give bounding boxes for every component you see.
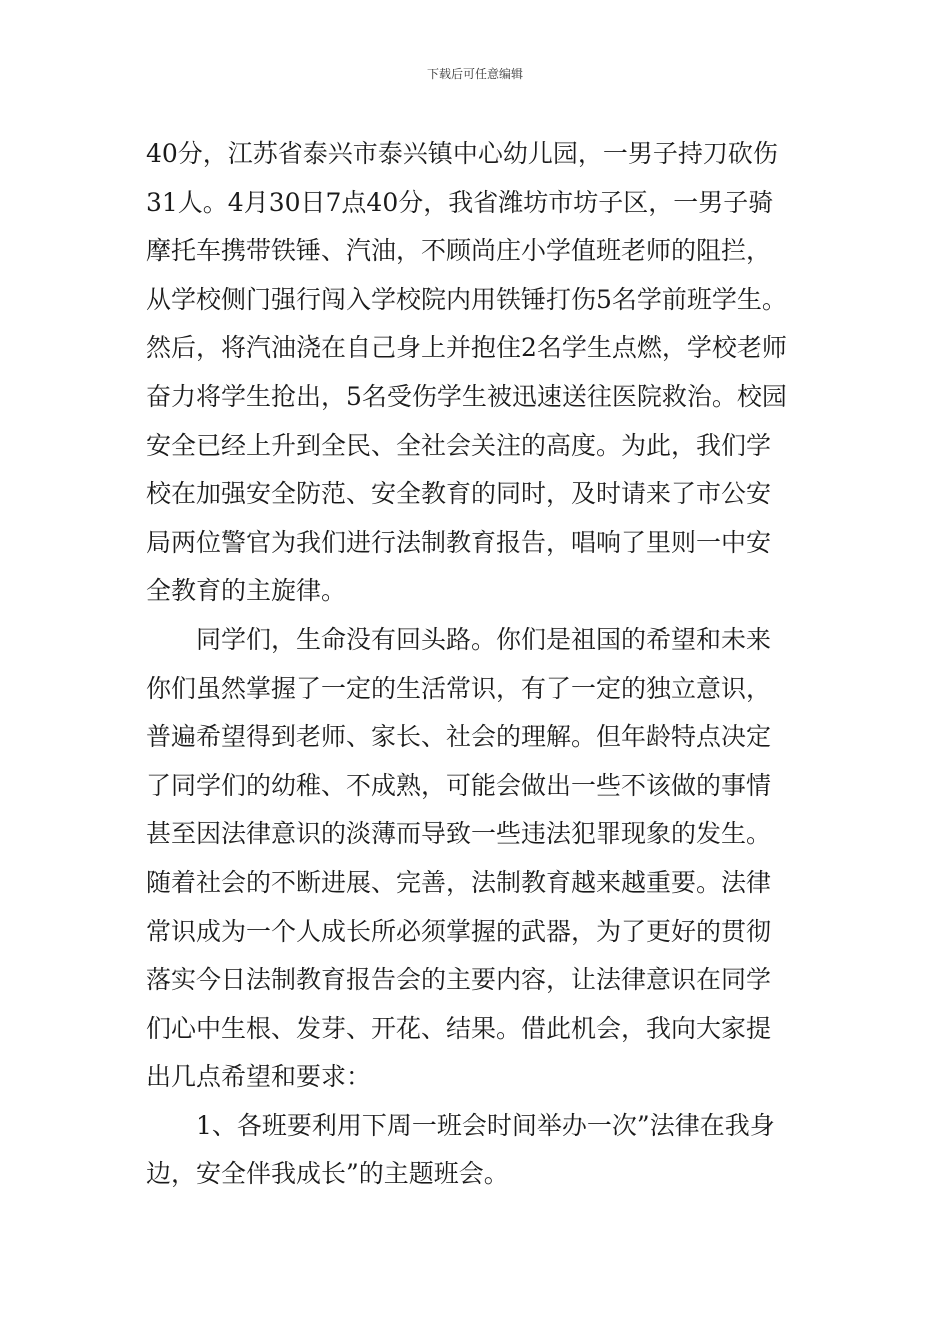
text-line: 从学校侧门强行闯入学校院内用铁锤打伤5名学前班学生。 bbox=[146, 284, 787, 314]
text-line: 出几点希望和要求： bbox=[146, 1062, 372, 1092]
text-line: 奋力将学生抢出，5名受伤学生被迅速送往医院救治。校园 bbox=[146, 381, 787, 411]
text-line: 边，安全伴我成长”的主题班会。 bbox=[146, 1159, 509, 1189]
text-line: 甚至因法律意识的淡薄而导致一些违法犯罪现象的发生。 bbox=[146, 819, 772, 849]
text-line: 局两位警官为我们进行法制教育报告，唱响了里则一中安 bbox=[146, 527, 772, 557]
document-body bbox=[146, 130, 810, 1199]
text-line: 1、各班要利用下周一班会时间举办一次”法律在我身 bbox=[196, 1110, 775, 1140]
text-line: 摩托车携带铁锤、汽油，不顾尚庄小学值班老师的阻拦， bbox=[146, 236, 772, 266]
text-line: 普遍希望得到老师、家长、社会的理解。但年龄特点决定 bbox=[146, 722, 772, 752]
text-line: 安全已经上升到全民、全社会关注的高度。为此，我们学 bbox=[146, 430, 772, 460]
text-line: 们心中生根、发芽、开花、结果。借此机会，我向大家提 bbox=[146, 1013, 772, 1043]
text-line: 落实今日法制教育报告会的主要内容，让法律意识在同学 bbox=[146, 965, 772, 995]
text-line: 全教育的主旋律。 bbox=[146, 576, 347, 606]
text-line: 了同学们的幼稚、不成熟，可能会做出一些不该做的事情 bbox=[146, 770, 772, 800]
text-line: 随着社会的不断进展、完善，法制教育越来越重要。法律 bbox=[146, 867, 772, 897]
text-line: 31人。4月30日7点40分，我省潍坊市坊子区，一男子骑 bbox=[146, 187, 774, 217]
text-line: 40分，江苏省泰兴市泰兴镇中心幼儿园，一男子持刀砍伤 bbox=[146, 139, 778, 168]
text-line: 你们虽然掌握了一定的生活常识，有了一定的独立意识， bbox=[146, 673, 772, 703]
page-header: 下载后可任意编辑 bbox=[426, 67, 523, 81]
text-line: 然后，将汽油浇在自己身上并抱住2名学生点燃，学校老师 bbox=[146, 333, 787, 363]
text-line: 常识成为一个人成长所必须掌握的武器，为了更好的贯彻 bbox=[146, 916, 772, 946]
text-line: 同学们，生命没有回头路。你们是祖国的希望和未来 bbox=[196, 624, 772, 654]
text-line: 校在加强安全防范、安全教育的同时，及时请来了市公安 bbox=[146, 479, 772, 509]
